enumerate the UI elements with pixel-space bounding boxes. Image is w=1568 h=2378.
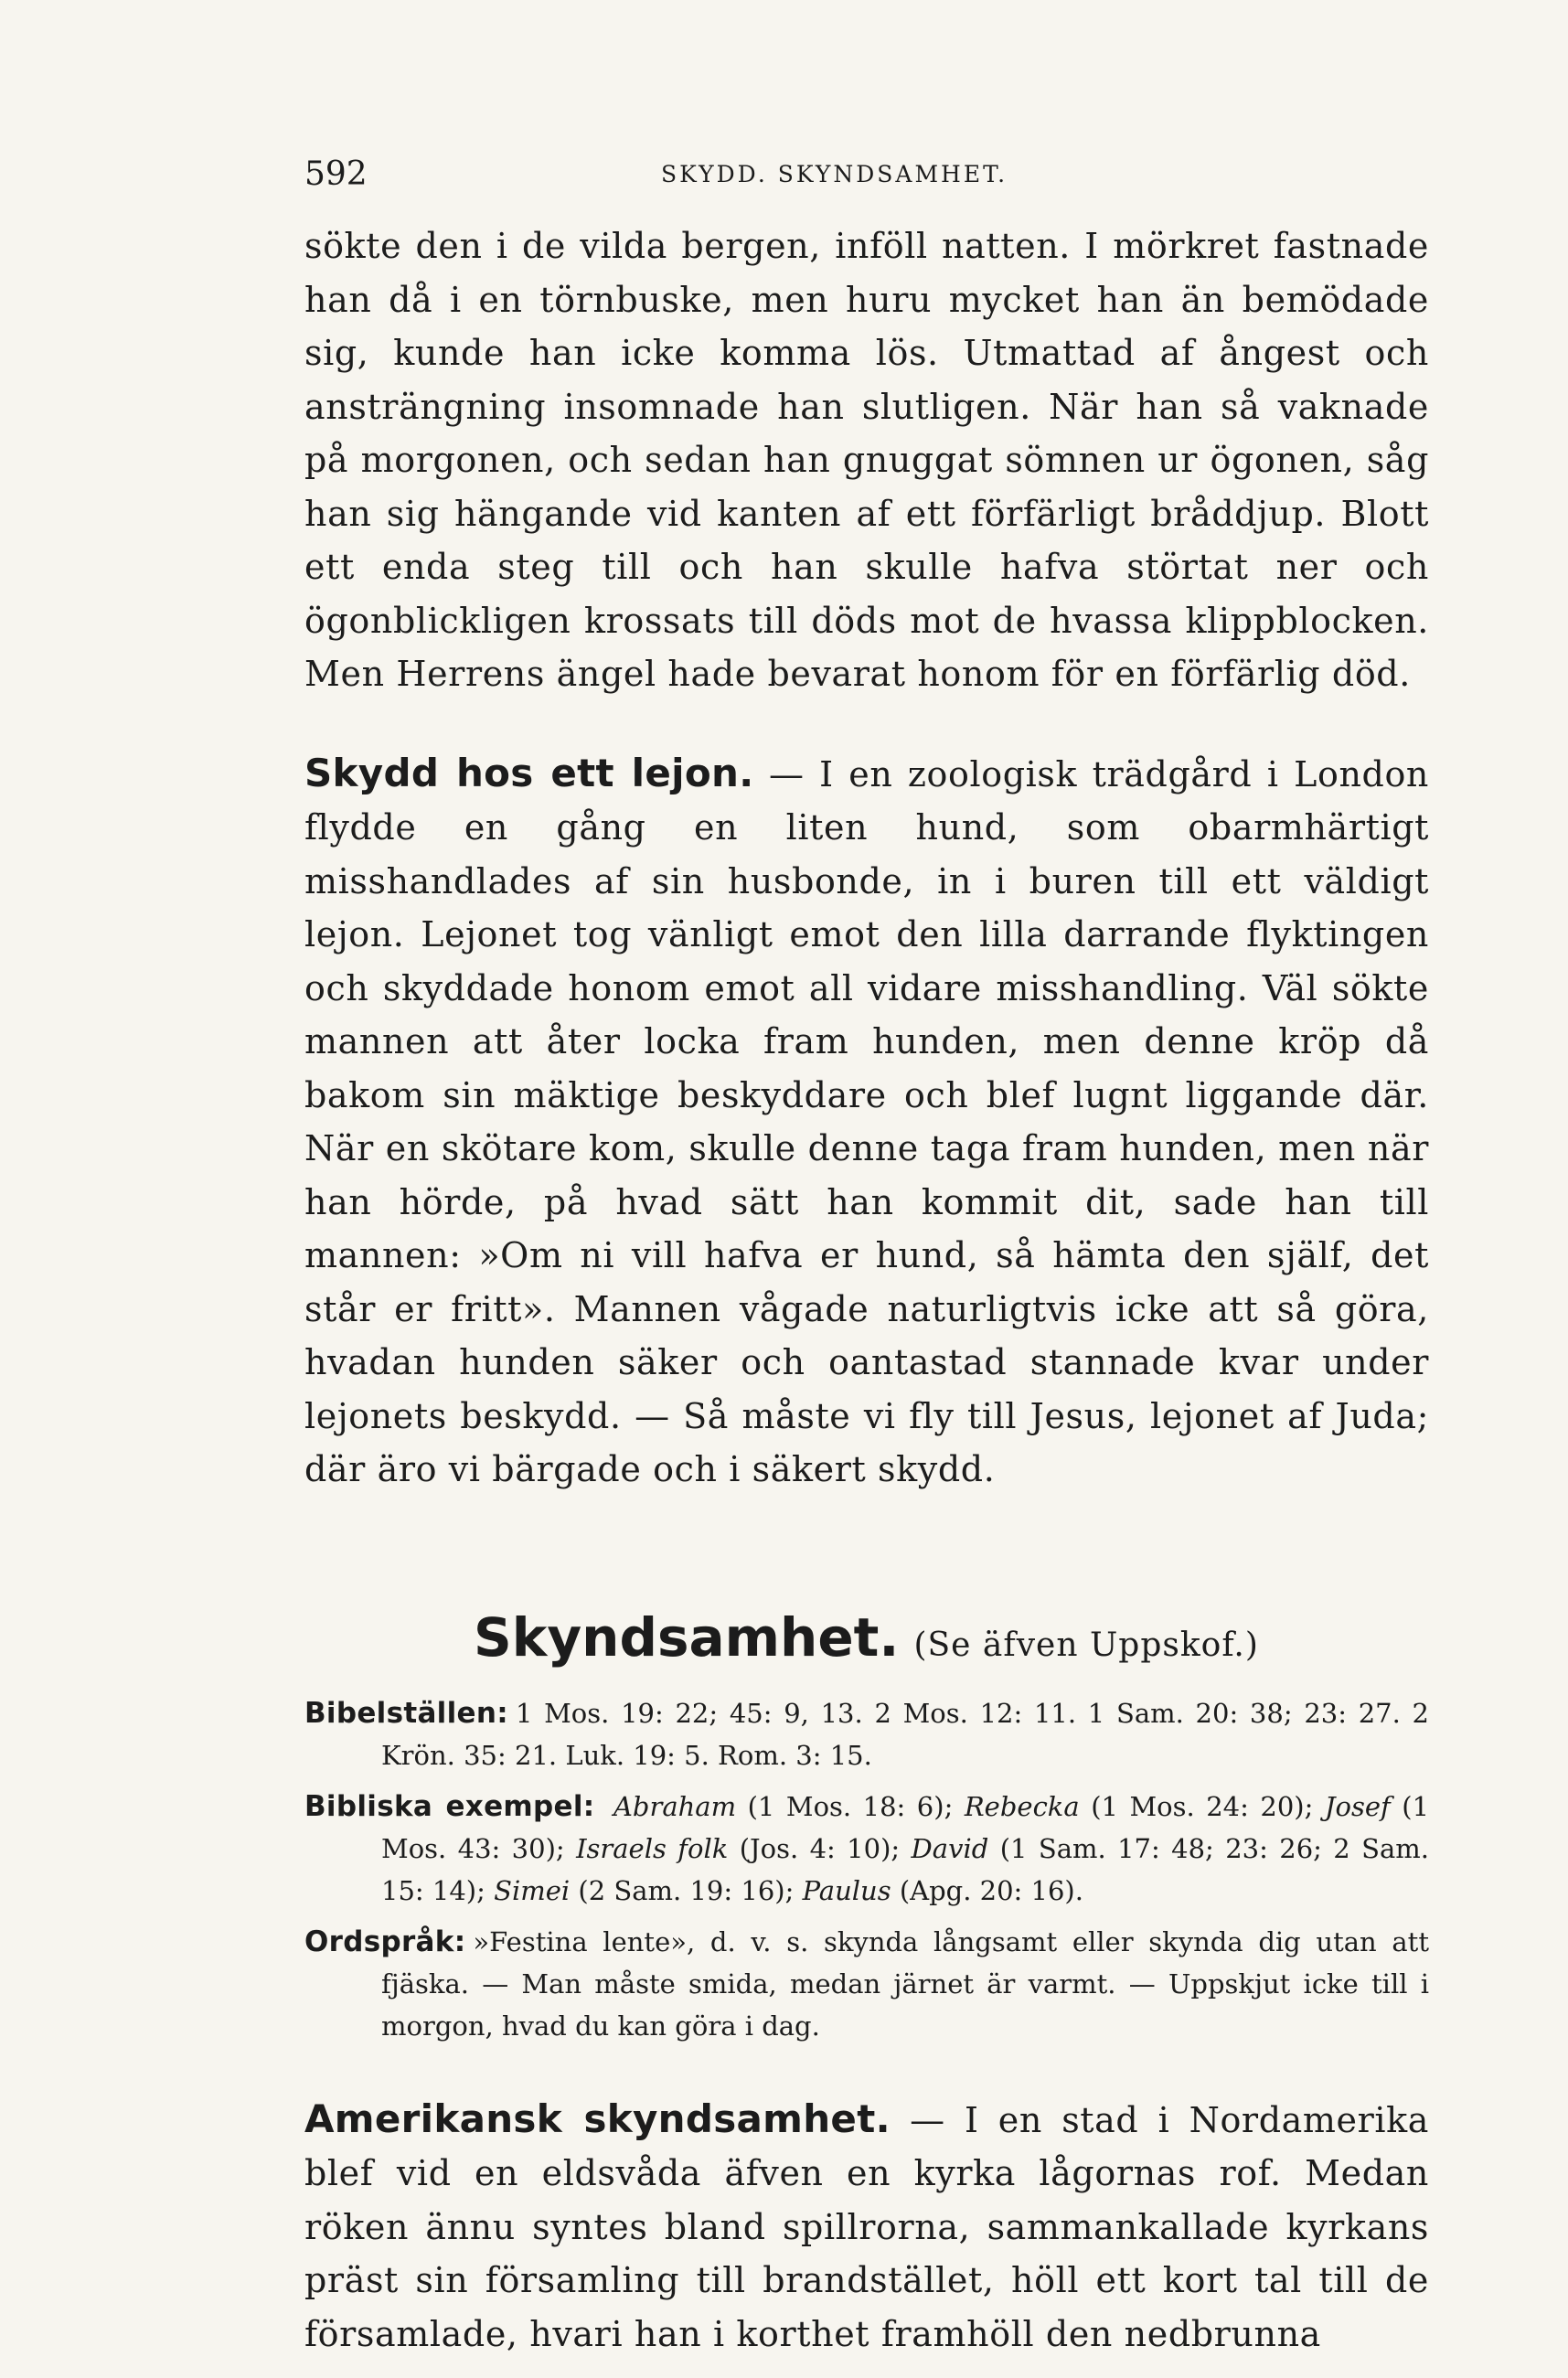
proverbs-text: »Festina lente», d. v. s. skynda långsamt eller skynda dig utan att fjäska. — Man måste smida, medan järnet är varmt. — Uppskjut icke till i morgon, hvad du kan göra i dag. <box>381 1925 1429 2042</box>
chapter-title: Skyndsamhet. <box>474 1605 900 1669</box>
example-ref: (1 Mos. 24: 20); <box>1091 1790 1325 1822</box>
example-name: Rebecka <box>964 1790 1080 1822</box>
bible-references-label: Bibelställen: <box>304 1696 508 1730</box>
section-text-lion: — I en zoologisk trädgård i London flydde en gång en liten hund, som obarmhärtigt misshandlades af sin husbonde, in i buren till ett väldigt lejon. Lejonet tog vänligt emot den lilla darrande flyktingen och skyddade honom emot all vidare misshandling. Väl sökte mannen att åter locka fram hunden, men denne kröp då bakom sin mäktige beskyddare och blef lugnt liggande där. När en skötare kom, skulle denne taga fram hunden, men när han hörde, på hvad sätt han kommit dit, sade han till mannen: »Om ni vill hafva er hund, så hämta den själf, det står er fritt». Mannen vågade naturligtvis icke att så göra, hvadan hunden säker och oantastad stannade kvar under lejonets beskydd. — Så måste vi fly till Jesus, lejonet af Juda; där äro vi bärgade och i säkert skydd. <box>304 753 1429 1489</box>
book-page <box>304 155 1429 2361</box>
example-ref: (Jos. 4: 10); <box>739 1832 912 1864</box>
proverbs <box>304 1921 1429 2047</box>
paragraph-continued: sökte den i de vilda bergen, inföll natten. I mörkret fastnade han då i en törnbuske, men huru mycket han än bemödade sig, kunde han icke komma lös. Utmattad af ångest och ansträngning insomnade han slutligen. När han så vaknade på morgonen, och sedan han gnuggat sömnen ur ögonen, såg han sig hängande vid kanten af ett förfärligt bråddjup. Blott ett enda steg till och han skulle hafva störtat ner och ögonblickligen krossats till döds mot de hvassa klippblocken. Men Herrens ängel hade bevarat honom för en förfärlig död. <box>304 226 1429 694</box>
example-ref: (1 Mos. 18: 6); <box>747 1790 965 1822</box>
section-american <box>304 2093 1429 2362</box>
example-ref: (1 Mos. 43: 30); <box>381 1790 1430 1864</box>
bible-examples <box>304 1786 1429 1912</box>
running-head <box>304 155 1429 201</box>
example-name: Israels folk <box>576 1832 729 1864</box>
section-title-american: Amerikansk skyndsamhet. <box>304 2095 891 2141</box>
page-number: 592 <box>304 155 368 193</box>
example-name: Simei <box>494 1874 571 1906</box>
example-ref: (Apg. 20: 16). <box>899 1874 1083 1906</box>
running-title: SKYDD. SKYNDSAMHET. <box>661 161 1008 187</box>
example-name: Abraham <box>613 1790 737 1822</box>
proverbs-label: Ordspråk: <box>304 1925 466 1958</box>
section-lion <box>304 747 1429 1497</box>
example-ref: (2 Sam. 19: 16); <box>578 1874 803 1906</box>
example-name: Paulus <box>802 1874 891 1906</box>
example-ref: (1 Sam. 17: 48; 23: 26; 2 Sam. 15: 14); <box>381 1832 1430 1906</box>
chapter-heading <box>474 1606 1429 1669</box>
example-name: Josef <box>1324 1790 1391 1822</box>
cross-reference-note: (Se äfven Uppskof.) <box>913 1626 1259 1664</box>
bible-references-text: 1 Mos. 19: 22; 45: 9, 13. 2 Mos. 12: 11. 1 Sam. 20: 38; 23: 27. 2 Krön. 35: 21. Luk. 19: 5. Rom. 3: 15. <box>381 1697 1429 1771</box>
bible-references <box>304 1692 1429 1776</box>
section-text-american: — I en stad i Nordamerika blef vid en eldsvåda äfven en kyrka lågornas rof. Medan röken ännu syntes bland spillrorna, sammankallade kyrkans präst sin församling till brandstället, höll ett kort tal till de församlade, hvari han i korthet framhöll den nedbrunna <box>304 2099 1429 2354</box>
example-name: David <box>911 1832 989 1864</box>
bible-examples-label: Bibliska exempel: <box>304 1789 595 1823</box>
section-title-lion: Skydd hos ett lejon. <box>304 750 754 795</box>
